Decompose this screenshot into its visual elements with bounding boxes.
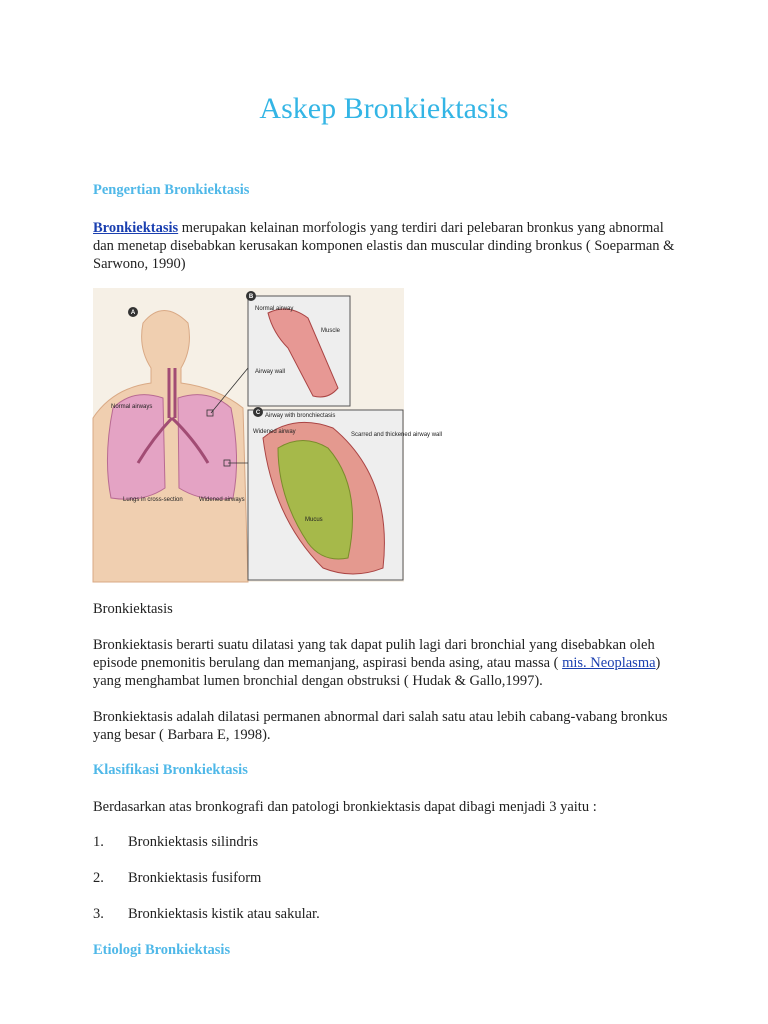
definition-paragraph	[93, 636, 678, 690]
panel-a-badge: A	[130, 310, 136, 316]
label-mucus: Mucus	[305, 517, 323, 523]
heading-etiologi: Etiologi Bronkiektasis	[93, 942, 231, 958]
label-airway-with-bronchiectasis: Airway with bronchiectasis	[265, 413, 336, 419]
list-item-number: 1.	[93, 834, 104, 850]
panel-b-badge: B	[248, 294, 254, 300]
bronchiectasis-illustration	[93, 288, 443, 582]
label-muscle: Muscle	[321, 328, 341, 334]
illustration-svg	[93, 288, 443, 582]
list-item-number: 3.	[93, 906, 104, 922]
label-widened-airways: Widened airways	[199, 497, 245, 503]
definition-text-before: Bronkiektasis berarti suatu dilatasi yang tak dapat pulih lagi dari bronchial yang disebabkan oleh episode pnemonitis berulang dan memanjang, aspirasi benda asing, atau massa (	[93, 637, 655, 671]
label-lungs-cross-section: Lungs in cross-section	[123, 497, 183, 503]
klasifikasi-intro: Berdasarkan atas bronkografi dan patologi bronkiektasis dapat dibagi menjadi 3 yaitu :	[93, 799, 597, 815]
list-item-text: Bronkiektasis silindris	[128, 834, 259, 850]
neoplasma-link[interactable]: mis. Neoplasma	[562, 655, 656, 671]
page-title: Askep Bronkiektasis	[259, 92, 509, 125]
panel-c-badge: C	[255, 410, 261, 416]
label-scarred-wall: Scarred and thickened airway wall	[351, 432, 443, 438]
label-normal-airway: Normal airway	[255, 306, 294, 312]
intro-paragraph	[93, 219, 678, 273]
label-widened-airway: Widened airway	[253, 429, 296, 435]
heading-pengertian: Pengertian Bronkiektasis	[93, 182, 250, 198]
list-item-text: Bronkiektasis fusiform	[128, 870, 262, 886]
label-normal-airways: Normal airways	[111, 404, 153, 410]
heading-klasifikasi: Klasifikasi Bronkiektasis	[93, 762, 248, 778]
label-airway-wall: Airway wall	[255, 369, 286, 375]
intro-text: merupakan kelainan morfologis yang terdiri dari pelebaran bronkus yang abnormal dan menetap disebabkan kerusakan komponen elastis dan muscular dinding bronkus ( Soeparman & Sarwono, 1990)	[93, 220, 675, 272]
dilatasi-paragraph: Bronkiektasis adalah dilatasi permanen abnormal dari salah satu atau lebih cabang-vabang bronkus yang besar ( Barbara E, 1998).	[93, 709, 668, 743]
list-item-number: 2.	[93, 870, 104, 886]
definition-text-after: ) yang menghambat lumen bronchial dengan obstruksi ( Hudak & Gallo,1997).	[93, 655, 661, 689]
bronkiektasis-link[interactable]: Bronkiektasis	[93, 220, 179, 236]
figure-caption: Bronkiektasis	[93, 601, 173, 617]
list-item-text: Bronkiektasis kistik atau sakular.	[128, 906, 320, 922]
